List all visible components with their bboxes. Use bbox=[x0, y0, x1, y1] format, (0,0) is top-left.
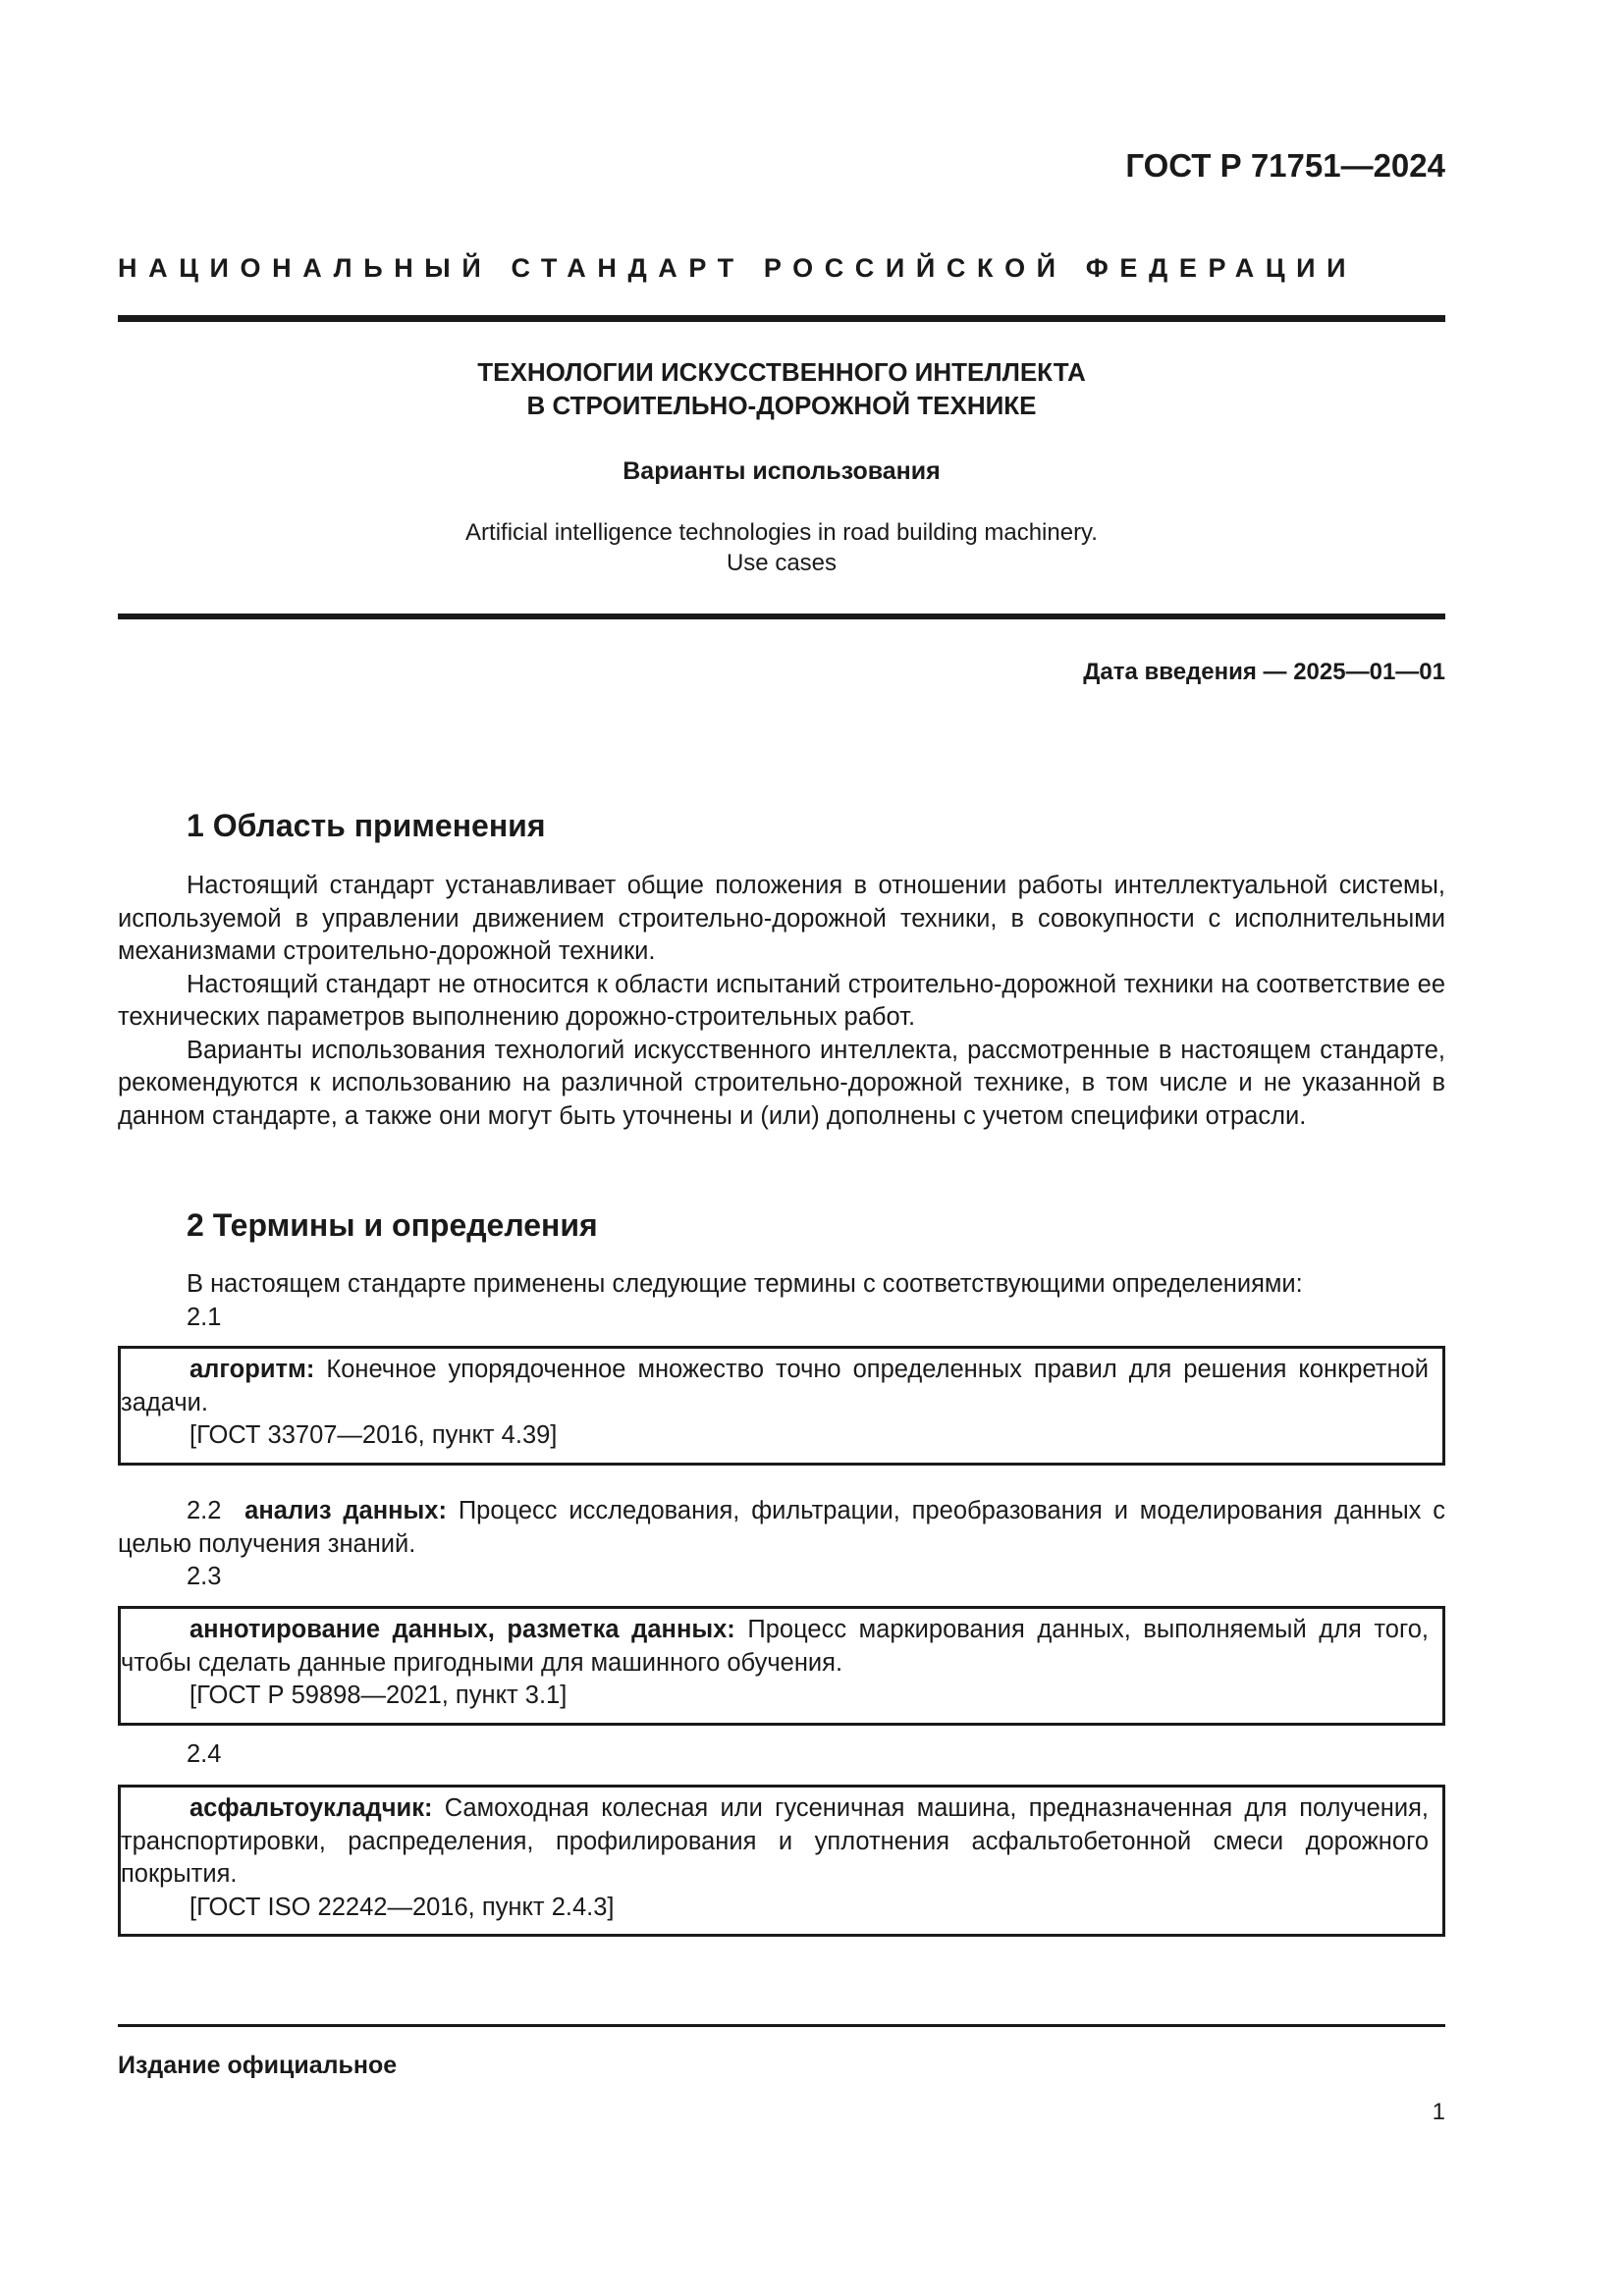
section-1-heading: 1 Область применения bbox=[187, 808, 546, 843]
term-entry bbox=[121, 1354, 1429, 1419]
section-2-heading: 2 Термины и определения bbox=[187, 1207, 598, 1243]
term-definition: Процесс исследования, фильтрации, преобразования и моделирования данных с целью получения знаний. bbox=[118, 1497, 1446, 1558]
term-source: [ГОСТ ISO 22242—2016, пункт 2.4.3] bbox=[189, 1893, 615, 1921]
document-subtitle: Варианты использования bbox=[623, 457, 941, 485]
term-source: [ГОСТ Р 59898—2021, пункт 3.1] bbox=[189, 1682, 568, 1709]
term-definition: Самоходная колесная или гусеничная машина, предназначенная для получения, транспортировки, распределения, профилирования и уплотнения асфальтобетонной смеси дорожного покрытия. bbox=[121, 1794, 1429, 1888]
section-1-paragraph: Варианты использования технологий искусственного интеллекта, рассмотренные в настоящем стандарте, рекомендуются к использованию на различной строительно-дорожной технике, в том числе и не указанной в данном стандарте, а также они могут быть уточнены и (или) дополнены с учетом специфики отрасли. bbox=[118, 1036, 1445, 1130]
term-box-asphalt-paver bbox=[118, 1785, 1445, 1937]
english-title-line-2: Use cases bbox=[726, 550, 838, 576]
term-label: аннотирование данных, разметка данных: bbox=[189, 1616, 735, 1643]
term-number: 2.4 bbox=[187, 1740, 222, 1768]
term-entry bbox=[121, 1614, 1429, 1680]
term-label: анализ данных: bbox=[244, 1497, 447, 1524]
document-code: ГОСТ Р 71751—2024 bbox=[1125, 147, 1445, 184]
term-entry bbox=[118, 1495, 1445, 1561]
title-line-2: В СТРОИТЕЛЬНО-ДОРОЖНОЙ ТЕХНИКЕ bbox=[526, 391, 1037, 420]
section-2-intro: В настоящем стандарте применены следующие термины с соответствующими определениями: bbox=[187, 1270, 1303, 1298]
term-definition: Конечное упорядоченное множество точно определенных правил для решения конкретной задачи. bbox=[121, 1356, 1429, 1416]
footer-divider bbox=[118, 2024, 1445, 2027]
introduction-date: Дата введения — 2025—01—01 bbox=[1083, 659, 1445, 685]
section-2-intro-block bbox=[118, 1268, 1445, 1334]
term-source: [ГОСТ 33707—2016, пункт 4.39] bbox=[189, 1421, 558, 1449]
title-line-1: ТЕХНОЛОГИИ ИСКУССТВЕННОГО ИНТЕЛЛЕКТА bbox=[477, 357, 1086, 387]
term-2-2-block bbox=[118, 1495, 1445, 1594]
term-box-algorithm bbox=[118, 1346, 1445, 1466]
english-title-line-1: Artificial intelligence technologies in road building machinery. bbox=[465, 519, 1098, 546]
page-number: 1 bbox=[1432, 2099, 1445, 2125]
term-number: 2.3 bbox=[187, 1563, 222, 1590]
title-divider bbox=[118, 614, 1445, 619]
term-box-data-annotation bbox=[118, 1606, 1445, 1726]
term-label: асфальтоукладчик: bbox=[189, 1794, 433, 1822]
english-title bbox=[118, 517, 1445, 578]
term-label: алгоритм: bbox=[189, 1356, 315, 1383]
national-standard-banner: НАЦИОНАЛЬНЫЙ СТАНДАРТ РОССИЙСКОЙ ФЕДЕРАЦИИ bbox=[118, 253, 1358, 283]
official-edition-label: Издание официальное bbox=[118, 2052, 398, 2079]
document-title bbox=[118, 355, 1445, 422]
section-1-paragraph: Настоящий стандарт устанавливает общие положения в отношении работы интеллектуальной системы, используемой в управлении движением строительно-дорожной техники, в совокупности с исполнительными механизмами строительно-дорожной техники. bbox=[118, 872, 1445, 965]
section-1-paragraph: Настоящий стандарт не относится к области испытаний строительно-дорожной техники на соответствие ее технических параметров выполнению дорожно-строительных работ. bbox=[118, 970, 1445, 1031]
term-definition: Процесс маркирования данных, выполняемый для того, чтобы сделать данные пригодными для машинного обучения. bbox=[121, 1616, 1430, 1677]
term-entry bbox=[121, 1792, 1429, 1892]
header-divider bbox=[118, 315, 1445, 322]
term-number: 2.2 bbox=[187, 1497, 222, 1524]
term-2-4-number-block bbox=[118, 1738, 1445, 1772]
section-1-body bbox=[118, 870, 1445, 1133]
term-number: 2.1 bbox=[187, 1303, 222, 1331]
